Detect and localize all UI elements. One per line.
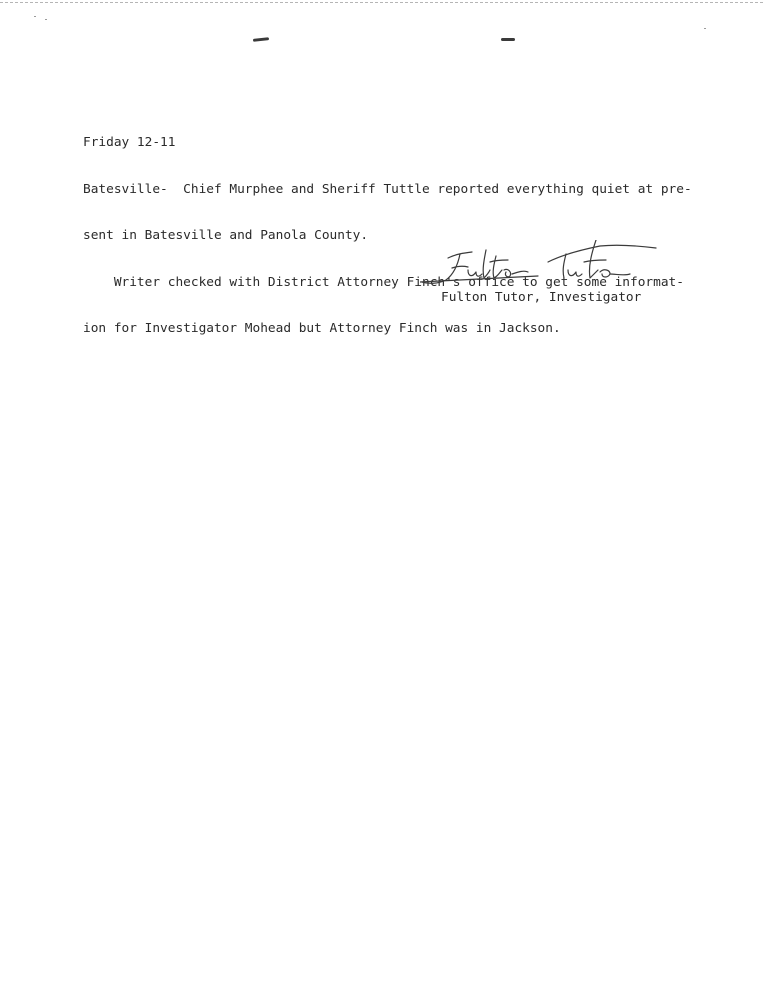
handwritten-signature	[420, 240, 660, 290]
scan-mark	[501, 38, 515, 41]
scan-mark	[253, 37, 269, 42]
signer-name: Fulton Tutor, Investigator	[441, 290, 642, 305]
scan-speck	[704, 28, 706, 29]
report-line: ion for Investigator Mohead but Attorney Finch was in Jackson.	[83, 321, 561, 336]
page-top-edge	[0, 2, 763, 3]
report-date: Friday 12-11	[83, 135, 176, 150]
scan-speck	[45, 19, 47, 20]
report-body	[83, 104, 692, 352]
scan-speck	[34, 16, 36, 17]
report-line: Writer checked with District Attorney Finch's office to get some informat-	[83, 274, 684, 290]
report-line: Batesville- Chief Murphee and Sheriff Tuttle reported everything quiet at pre-	[83, 181, 692, 197]
report-line: sent in Batesville and Panola County.	[83, 228, 369, 243]
